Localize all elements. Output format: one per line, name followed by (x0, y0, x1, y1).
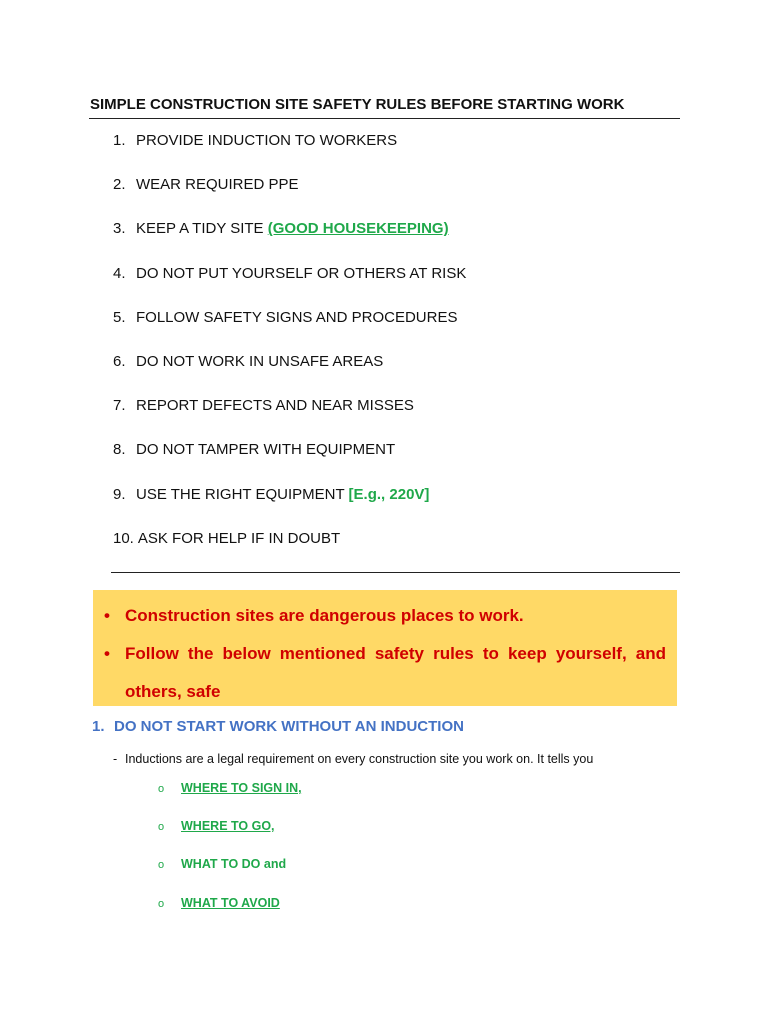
rule-item (113, 131, 466, 175)
section-divider (111, 572, 680, 573)
callout-item (104, 635, 666, 711)
rule-note: (GOOD HOUSEKEEPING) (267, 220, 449, 238)
rule-item (113, 440, 466, 484)
rule-note: [E.g., 220V] (348, 485, 430, 503)
title-underline (89, 118, 680, 119)
safety-rules-list (113, 131, 466, 573)
rule-item (113, 219, 466, 263)
list-item-text: WHAT TO AVOID (181, 895, 280, 910)
rule-number: 4. (113, 264, 126, 282)
callout-item (104, 597, 666, 635)
rule-text: ASK FOR HELP IF IN DOUBT (137, 529, 341, 547)
section-heading-text: DO NOT START WORK WITHOUT AN INDUCTION (114, 718, 464, 735)
circle-bullet-icon: o (158, 859, 165, 872)
rule-text: WEAR REQUIRED PPE (136, 176, 299, 194)
section-number: 1. (92, 718, 105, 735)
rule-text: PROVIDE INDUCTION TO WORKERS (136, 132, 398, 149)
rule-number: 2. (113, 176, 126, 194)
section-heading (92, 718, 464, 735)
list-item (158, 855, 302, 893)
warning-callout (93, 590, 677, 706)
rule-number: 1. (113, 132, 126, 149)
list-item-text: WHAT TO DO and (181, 857, 287, 872)
callout-text: Construction sites are dangerous places to work. (125, 606, 524, 625)
rule-item (113, 529, 466, 573)
rule-text: REPORT DEFECTS AND NEAR MISSES (136, 397, 414, 415)
list-item (158, 779, 302, 817)
rule-number: 8. (113, 441, 126, 459)
rule-text: FOLLOW SAFETY SIGNS AND PROCEDURES (136, 308, 458, 326)
rule-text: USE THE RIGHT EQUIPMENT (136, 485, 349, 503)
rule-item (113, 175, 466, 219)
bullet-icon: • (104, 644, 110, 663)
rule-number: 10. (113, 529, 134, 547)
intro-text: Inductions are a legal requirement on every construction site you work on. It tells you (125, 752, 594, 766)
list-item-text: WHERE TO GO, (181, 819, 275, 834)
rule-text: DO NOT WORK IN UNSAFE AREAS (136, 352, 384, 370)
rule-text: DO NOT PUT YOURSELF OR OTHERS AT RISK (136, 264, 467, 282)
list-item (158, 817, 302, 855)
callout-text: Follow the below mentioned safety rules to keep yourself, and others, safe (125, 644, 666, 701)
rule-number: 3. (113, 220, 126, 238)
circle-bullet-icon: o (158, 897, 165, 910)
rule-item (113, 352, 466, 396)
section-intro (113, 752, 593, 766)
rule-number: 9. (113, 485, 126, 503)
list-item-text: WHERE TO SIGN IN, (181, 781, 302, 795)
page-title: SIMPLE CONSTRUCTION SITE SAFETY RULES BEFORE STARTING WORK (90, 96, 625, 113)
rule-item (113, 308, 466, 352)
rule-number: 6. (113, 352, 126, 370)
dash-marker: - (113, 752, 118, 766)
rule-item (113, 485, 466, 529)
rule-number: 5. (113, 308, 126, 326)
rule-item (113, 264, 466, 308)
circle-bullet-icon: o (158, 783, 165, 795)
rule-item (113, 396, 466, 440)
list-item (158, 894, 302, 932)
rule-text: DO NOT TAMPER WITH EQUIPMENT (136, 441, 396, 459)
bullet-icon: • (104, 606, 110, 625)
induction-list (158, 779, 302, 932)
circle-bullet-icon: o (158, 821, 165, 834)
rule-text: KEEP A TIDY SITE (136, 220, 268, 238)
rule-number: 7. (113, 397, 126, 415)
